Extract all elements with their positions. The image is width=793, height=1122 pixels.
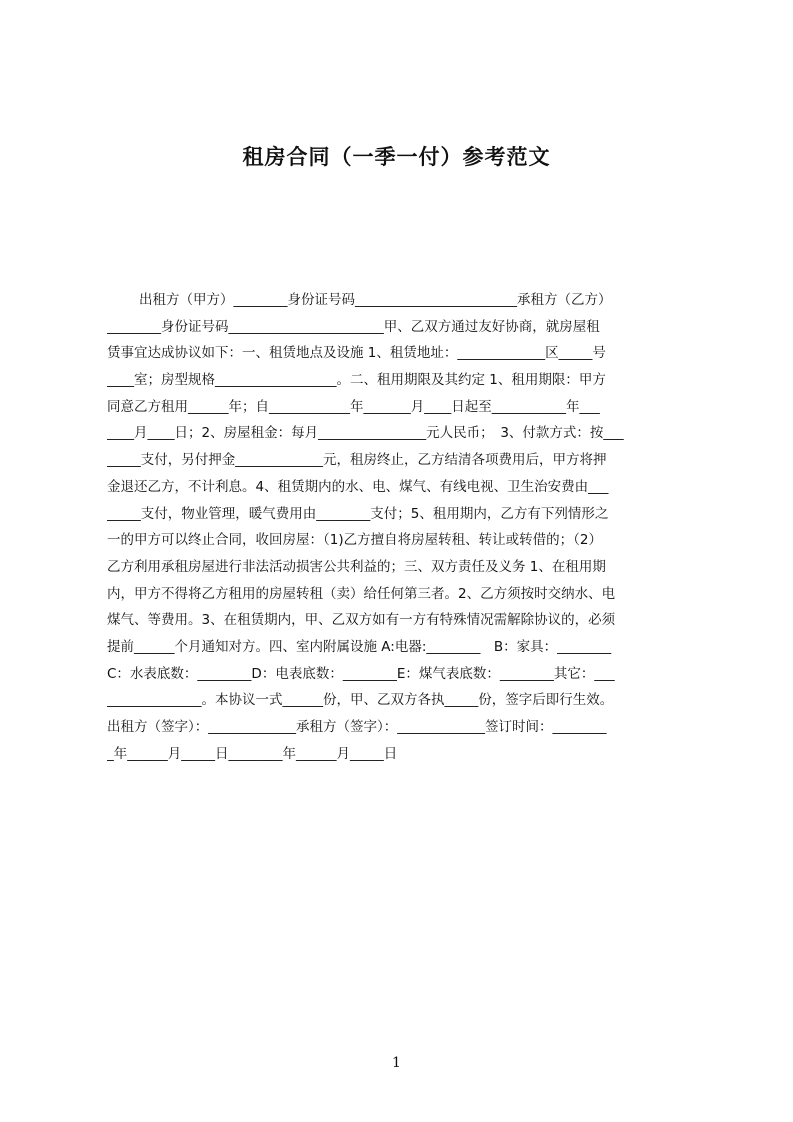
- contract-line: ____月____日；2、房屋租金：每月________________元人民币； 3、付款方式：按___: [107, 425, 624, 442]
- contract-line: 赁事宜达成协议如下：一、租赁地点及设施 1、租赁地址：_____________区_____号: [107, 345, 606, 362]
- contract-line: 乙方利用承租房屋进行非法活动损害公共利益的；三、双方责任及义务 1、在租用期: [107, 558, 606, 575]
- contract-line: ______________。本协议一式______份，甲、乙双方各执_____份，签字后即行生效。: [107, 692, 614, 709]
- contract-line: _年______月_____日________年______月_____日: [107, 745, 398, 762]
- contract-line: C：水表底数：________D：电表底数：________E：煤气表底数：________其它：___: [107, 665, 615, 682]
- contract-body: [107, 287, 695, 767]
- contract-line: _____支付，物业管理，暖气费用由________支付；5、租用期内，乙方有下列情形之: [107, 505, 609, 522]
- contract-line: ________身份证号码_______________________甲、乙双方通过友好协商，就房屋租: [107, 318, 600, 335]
- contract-line: 出租方（签字）：_____________承租方（签字）：_____________签订时间：________: [107, 719, 607, 735]
- page-number: 1: [392, 1055, 401, 1071]
- contract-line: 同意乙方租用______年；自____________年_______月____日起至___________年___: [107, 398, 600, 415]
- document-title: 租房合同（一季一付）参考范文: [242, 144, 551, 169]
- contract-line: 煤气、等费用。3、在租赁期内，甲、乙双方如有一方有特殊情况需解除协议的，必须: [107, 612, 616, 629]
- contract-line: _____支付，另付押金_____________元，租房终止，乙方结清各项费用后，甲方将押: [107, 452, 607, 469]
- contract-line: 内，甲方不得将乙方租用的房屋转租（卖）给任何第三者。2、乙方须按时交纳水、电: [107, 585, 616, 602]
- contract-line: ____室；房型规格__________________。二、租用期限及其约定 1、租用期限：甲方: [107, 372, 606, 389]
- contract-line: 提前______个月通知对方。四、室内附属设施 A:电器:________ B：家具：________: [107, 638, 612, 655]
- contract-line: 金退还乙方，不计利息。4、租赁期内的水、电、煤气、有线电视、卫生治安费由___: [107, 478, 609, 495]
- contract-line: 出租方（甲方）________身份证号码________________________承租方（乙方）: [139, 292, 612, 308]
- contract-line: 一的甲方可以终止合同，收回房屋：（1)乙方擅自将房屋转租、转让或转借的；（2）: [107, 532, 602, 549]
